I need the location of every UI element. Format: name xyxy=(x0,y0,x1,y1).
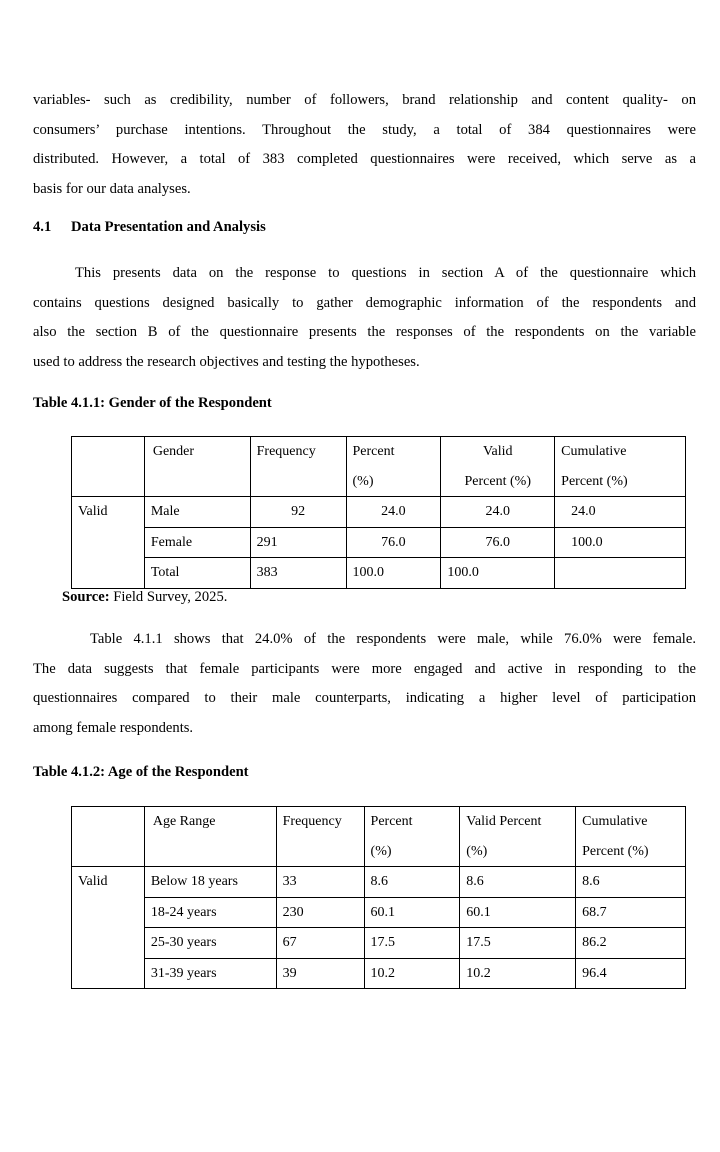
text-line: This presents data on the response to questions in section A of the questionnaire which xyxy=(75,265,696,281)
table-row xyxy=(72,497,686,528)
valid-percent-cell: 76.0 xyxy=(441,527,555,558)
frequency-cell: 39 xyxy=(276,958,364,989)
text-line: also the section B of the questionnaire presents the responses of the respondents on the variable xyxy=(33,324,696,341)
table1-discussion xyxy=(33,625,696,743)
source-label: Source: xyxy=(62,589,110,605)
header-cell: Cumulative Percent (%) xyxy=(576,807,686,867)
intro-paragraph xyxy=(33,86,696,204)
cumulative-cell: 8.6 xyxy=(576,867,686,898)
cumulative-cell: 96.4 xyxy=(576,958,686,989)
valid-percent-cell: 17.5 xyxy=(460,928,576,959)
percent-cell: 76.0 xyxy=(346,527,441,558)
text-line: distributed. However, a total of 383 completed questionnaires were received, which serve as a xyxy=(33,151,696,168)
text-line: questionnaires compared to their male counterparts, indicating a higher level of participation xyxy=(33,690,696,707)
header-cell: Valid Percent (%) xyxy=(441,437,555,497)
text-line: consumers’ purchase intentions. Throughout the study, a total of 384 questionnaires were xyxy=(33,121,696,138)
table-row xyxy=(72,558,686,589)
section-number: 4.1 xyxy=(33,219,52,235)
frequency-cell: 291 xyxy=(250,527,346,558)
percent-cell: 17.5 xyxy=(364,928,460,959)
table-row xyxy=(72,928,686,959)
header-cell: Gender xyxy=(144,437,250,497)
frequency-cell: 67 xyxy=(276,928,364,959)
percent-cell: 10.2 xyxy=(364,958,460,989)
row-label: 18-24 years xyxy=(144,897,276,928)
row-label: Female xyxy=(144,527,250,558)
header-cell: Percent (%) xyxy=(364,807,460,867)
valid-percent-cell: 60.1 xyxy=(460,897,576,928)
table-header-row xyxy=(72,807,686,867)
header-cell: Frequency xyxy=(250,437,346,497)
text-line: basis for our data analyses. xyxy=(33,180,191,197)
header-cell: Cumulative Percent (%) xyxy=(555,437,686,497)
text-line: among female respondents. xyxy=(33,719,194,736)
frequency-cell: 383 xyxy=(250,558,346,589)
section-paragraph xyxy=(33,259,696,377)
table-row xyxy=(72,897,686,928)
valid-percent-cell: 10.2 xyxy=(460,958,576,989)
source-text: Field Survey, 2025. xyxy=(109,589,228,605)
percent-cell: 60.1 xyxy=(364,897,460,928)
table-row xyxy=(72,867,686,898)
frequency-cell: 33 xyxy=(276,867,364,898)
text-line: variables- such as credibility, number of followers, brand relationship and content quality- on xyxy=(33,92,696,108)
header-cell: Frequency xyxy=(276,807,364,867)
cumulative-cell xyxy=(555,558,686,589)
text-line: The data suggests that female participants were more engaged and active in responding to the xyxy=(33,660,696,677)
text-line: Table 4.1.1 shows that 24.0% of the respondents were male, while 76.0% were female. xyxy=(90,631,696,647)
valid-percent-cell: 24.0 xyxy=(441,497,555,528)
header-cell: Valid Percent (%) xyxy=(460,807,576,867)
valid-label: Valid xyxy=(72,497,145,589)
valid-percent-cell: 8.6 xyxy=(460,867,576,898)
table2-caption: Table 4.1.2: Age of the Respondent xyxy=(33,764,249,780)
header-cell: Percent (%) xyxy=(346,437,441,497)
frequency-cell: 230 xyxy=(276,897,364,928)
row-label: 31-39 years xyxy=(144,958,276,989)
text-line: contains questions designed basically to gather demographic information of the respondents and xyxy=(33,294,696,311)
percent-cell: 8.6 xyxy=(364,867,460,898)
valid-label: Valid xyxy=(72,867,145,989)
cumulative-cell: 24.0 xyxy=(555,497,686,528)
percent-cell: 24.0 xyxy=(346,497,441,528)
text-line: used to address the research objectives and testing the hypotheses. xyxy=(33,353,420,370)
valid-percent-cell: 100.0 xyxy=(441,558,555,589)
section-heading xyxy=(33,219,266,236)
table1-caption: Table 4.1.1: Gender of the Respondent xyxy=(33,395,272,411)
frequency-cell: 92 xyxy=(250,497,346,528)
table-header-row xyxy=(72,437,686,497)
table-row xyxy=(72,527,686,558)
table1-source xyxy=(62,589,227,606)
cumulative-cell: 100.0 xyxy=(555,527,686,558)
gender-table xyxy=(71,436,686,589)
cumulative-cell: 86.2 xyxy=(576,928,686,959)
header-cell: Age Range xyxy=(144,807,276,867)
row-label: 25-30 years xyxy=(144,928,276,959)
row-label: Below 18 years xyxy=(144,867,276,898)
cumulative-cell: 68.7 xyxy=(576,897,686,928)
percent-cell: 100.0 xyxy=(346,558,441,589)
section-title: Data Presentation and Analysis xyxy=(71,219,266,235)
row-label: Total xyxy=(144,558,250,589)
age-table xyxy=(71,806,686,989)
table-row xyxy=(72,958,686,989)
row-label: Male xyxy=(144,497,250,528)
